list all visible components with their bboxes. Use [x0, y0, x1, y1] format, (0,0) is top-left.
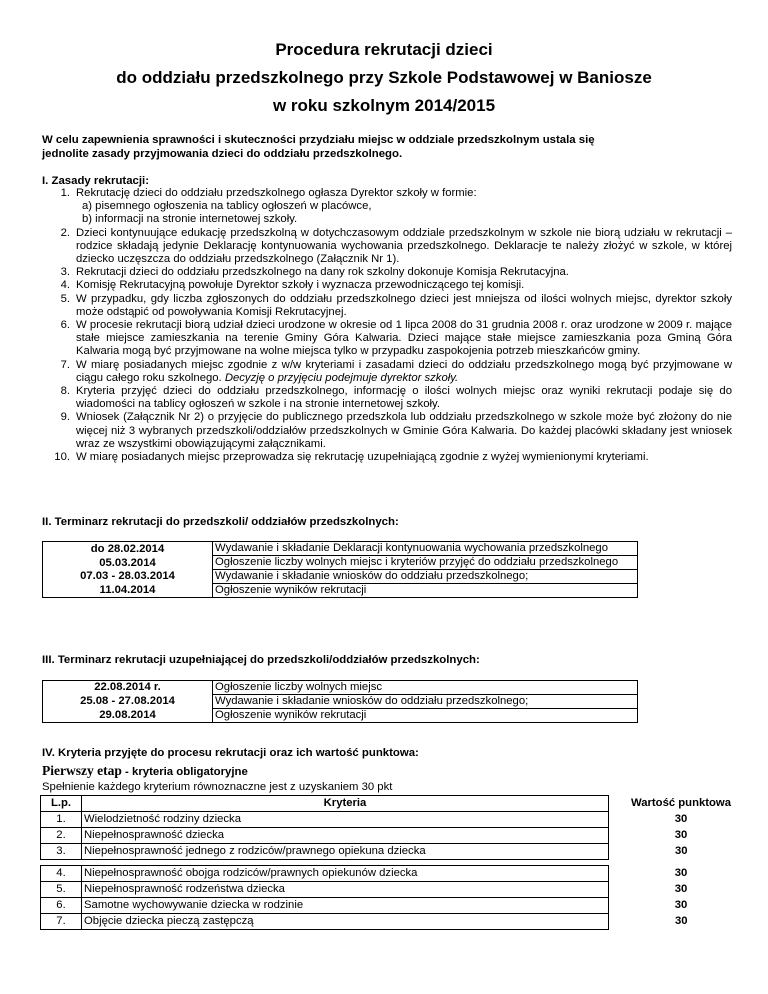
rule-item: [42, 411, 732, 451]
schedule-row: [43, 584, 637, 597]
rules-list: [42, 187, 732, 464]
schedule-date: 25.08 - 27.08.2014: [43, 695, 213, 709]
criteria-row: [41, 882, 744, 898]
schedule-row: [43, 681, 637, 695]
schedule-description: Ogłoszenie wyników rekrutacji: [215, 709, 367, 721]
rule-number: 10.: [54, 451, 70, 464]
rule-text: Komisję Rekrutacyjną powołuje Dyrektor szkoły i wyznacza przewodniczącego tej komisji.: [76, 279, 525, 292]
rule-item: [42, 200, 732, 213]
criteria-header-row: [41, 796, 744, 812]
rule-text: W przypadku, gdy liczba zgłoszonych do oddziału przedszkolnego dzieci jest mniejsza od ilości wolnych miejsc, dyrektor szkoły może odstąpić od powoływania Komisji Rekrutacyjnej.: [76, 292, 732, 318]
schedule-date: 05.03.2014: [43, 556, 213, 570]
schedule-description: Ogłoszenie wyników rekrutacji: [215, 584, 367, 596]
rule-number: 4.: [60, 279, 70, 292]
rule-text: Dzieci kontynuujące edukację przedszkolną w dotychczasowym oddziale przedszkolnym w szkole nie biorą udziału w rekrutacji – rodzice składają jedynie Deklarację kontynuowania wychowania przedszkolnego. Deklaracje te należy złożyć w szkole, w której dziecko uczęszcza do oddziału przedszkolnego (Załącznik Nr 1).: [76, 226, 732, 266]
rule-item: [42, 293, 732, 319]
title-line-1: Procedura rekrutacji dzieci: [275, 40, 493, 59]
rule-item: [42, 451, 732, 464]
rule-text: W procesie rekrutacji biorą udział dzieci urodzone w okresie od 1 lipca 2008 do 31 grudnia 2008 r. oraz urodzone w 2009 r. mające stałe miejsce zamieszkania na terenie Gminy Góra Kalwaria. Dzieci mające stałe miejsce zamieszkania poza Gminą Góra Kalwaria mogą być przyjmowane na wolne miejsca tylko w przypadku zaspokojenia potrzeb mieszkańców gminy.: [76, 319, 732, 358]
rule-number: 6.: [60, 319, 70, 332]
criteria-name: Objęcie dziecka pieczą zastępczą: [82, 914, 609, 930]
section-2-heading: II. Terminarz rekrutacji do przedszkoli/ oddziałów przedszkolnych:: [42, 516, 399, 528]
rule-item: [42, 359, 732, 385]
schedule-date: 29.08.2014: [43, 709, 213, 722]
criteria-name: Samotne wychowywanie dziecka w rodzinie: [82, 898, 609, 914]
section-1-heading: I. Zasady rekrutacji:: [42, 175, 149, 187]
schedule-date: 11.04.2014: [43, 584, 213, 597]
rule-item: [42, 187, 732, 200]
rule-subitem: a) pisemnego ogłoszenia na tablicy ogłoszeń w placówce,: [82, 200, 372, 213]
schedule-description: Wydawanie i składanie wniosków do oddziału przedszkolnego;: [213, 570, 637, 584]
rule-number: 8.: [60, 385, 70, 398]
criteria-lp: 5.: [41, 882, 82, 898]
rule-text: Wniosek (Załącznik Nr 2) o przyjęcie do publicznego przedszkola lub oddziału przedszkolnego w szkole może być złożony do nie więcej niż 3 wybranych przedszkoli/oddziałów przedszkolnych w Gminie Góra Kalwaria. Do każdej placówki składany jest wniosek wraz ze wszystkimi obowiązującymi załącznikami.: [76, 411, 732, 450]
rule-text: Rekrutacji dzieci do oddziału przedszkolnego na dany rok szkolny dokonuje Komisja Rekrutacyjna.: [76, 266, 569, 279]
rule-item: [42, 266, 732, 279]
criteria-table: [40, 795, 744, 930]
rule-number: 1.: [60, 187, 70, 199]
criteria-row: [41, 828, 744, 844]
rule-text: W miarę posiadanych miejsc zgodnie z w/w kryteriami i zasadami dzieci do oddziału przedszkolnego mogą być przyjmowane w ciągu całego roku szkolnego. Decyzję o przyjęciu podejmuje dyrektor szkoły.: [76, 358, 732, 384]
schedule-description: Wydawanie i składanie wniosków do oddziału przedszkolnego;: [213, 695, 637, 709]
schedule-row: [43, 556, 637, 570]
supplementary-schedule-table: [42, 680, 638, 723]
intro-paragraph: W celu zapewnienia sprawności i skuteczności przydziału miejsc w oddziale przedszkolnym ustala się jednolite zasady przyjmowania dzieci do oddziału przedszkolnego.: [42, 134, 595, 160]
criteria-points: 30: [674, 829, 688, 841]
criteria-lp: 3.: [41, 844, 82, 860]
criteria-points: 30: [674, 915, 688, 927]
rule-item: [42, 385, 732, 411]
criteria-lp: 7.: [41, 914, 82, 930]
criteria-lp: 2.: [41, 828, 82, 844]
criteria-name: Niepełnosprawność obojga rodziców/prawnych opiekunów dziecka: [82, 866, 609, 882]
schedule-date: 22.08.2014 r.: [43, 681, 213, 695]
etap-heading: Pierwszy etap - kryteria obligatoryjne: [42, 763, 248, 778]
schedule-row: [43, 709, 637, 722]
criteria-name: Niepełnosprawność jednego z rodziców/prawnego opiekuna dziecka: [82, 844, 609, 860]
criteria-lp: 1.: [41, 812, 82, 828]
section-4-heading: IV. Kryteria przyjęte do procesu rekrutacji oraz ich wartość punktowa:: [42, 747, 419, 759]
rule-item: [42, 319, 732, 359]
criteria-lp: 4.: [41, 866, 82, 882]
criteria-row: [41, 812, 744, 828]
criteria-header-kryteria: Kryteria: [82, 796, 609, 812]
schedule-date: 07.03 - 28.03.2014: [43, 570, 213, 584]
rule-number: 7.: [60, 358, 70, 371]
schedule-table: [42, 541, 638, 598]
criteria-points: 30: [674, 867, 688, 879]
criteria-row: [41, 914, 744, 930]
criteria-name: Wielodzietność rodziny dziecka: [82, 812, 609, 828]
criteria-lp: 6.: [41, 898, 82, 914]
rule-item: [42, 227, 732, 267]
criteria-name: Niepełnosprawność rodzeństwa dziecka: [82, 882, 609, 898]
criteria-points: 30: [674, 883, 688, 895]
title-line-2: do oddziału przedszkolnego przy Szkole Podstawowej w Baniosze: [116, 68, 652, 87]
rule-number: 2.: [60, 226, 70, 239]
rule-number: 5.: [60, 292, 70, 305]
rule-text: Kryteria przyjęć dzieci do oddziału przedszkolnego, informację o ilości wolnych miejsc oraz wyniki rekrutacji podaje się do wiadomości na tablicy ogłoszeń w szkole i na stronie internetowej szkoły.: [76, 385, 732, 411]
rule-text: W miarę posiadanych miejsc przeprowadza się rekrutację uzupełniającą zgodnie z wyżej wymienionymi kryteriami.: [76, 451, 649, 464]
criteria-points: 30: [674, 813, 688, 825]
rule-number: 3.: [60, 266, 70, 279]
criteria-row: [41, 866, 744, 882]
schedule-row: [43, 695, 637, 709]
criteria-row: [41, 898, 744, 914]
schedule-row: [43, 570, 637, 584]
schedule-description: Ogłoszenie liczby wolnych miejsc: [213, 681, 637, 695]
rule-item: [42, 213, 732, 226]
schedule-date: do 28.02.2014: [43, 542, 213, 556]
criteria-points: 30: [674, 845, 688, 857]
schedule-row: [43, 542, 637, 556]
schedule-description: Ogłoszenie liczby wolnych miejsc i kryteriów przyjęć do oddziału przedszkolnego: [213, 556, 637, 570]
criteria-header-wartosc: Wartość punktowa: [630, 797, 731, 809]
criteria-row: [41, 844, 744, 860]
criteria-name: Niepełnosprawność dziecka: [82, 828, 609, 844]
criteria-header-lp: L.p.: [41, 796, 82, 812]
criteria-points: 30: [674, 899, 688, 911]
title-line-3: w roku szkolnym 2014/2015: [272, 96, 496, 115]
rule-number: 9.: [60, 411, 70, 424]
section-3-heading: III. Terminarz rekrutacji uzupełniającej do przedszkoli/oddziałów przedszkolnych:: [42, 654, 480, 666]
rule-item: [42, 279, 732, 292]
criteria-note: Spełnienie każdego kryterium równoznaczne jest z uzyskaniem 30 pkt: [42, 781, 393, 793]
rule-text: Rekrutację dzieci do oddziału przedszkolnego ogłasza Dyrektor szkoły w formie:: [76, 187, 477, 199]
rule-subitem: b) informacji na stronie internetowej szkoły.: [82, 213, 298, 226]
schedule-description: Wydawanie i składanie Deklaracji kontynuowania wychowania przedszkolnego: [213, 542, 637, 556]
